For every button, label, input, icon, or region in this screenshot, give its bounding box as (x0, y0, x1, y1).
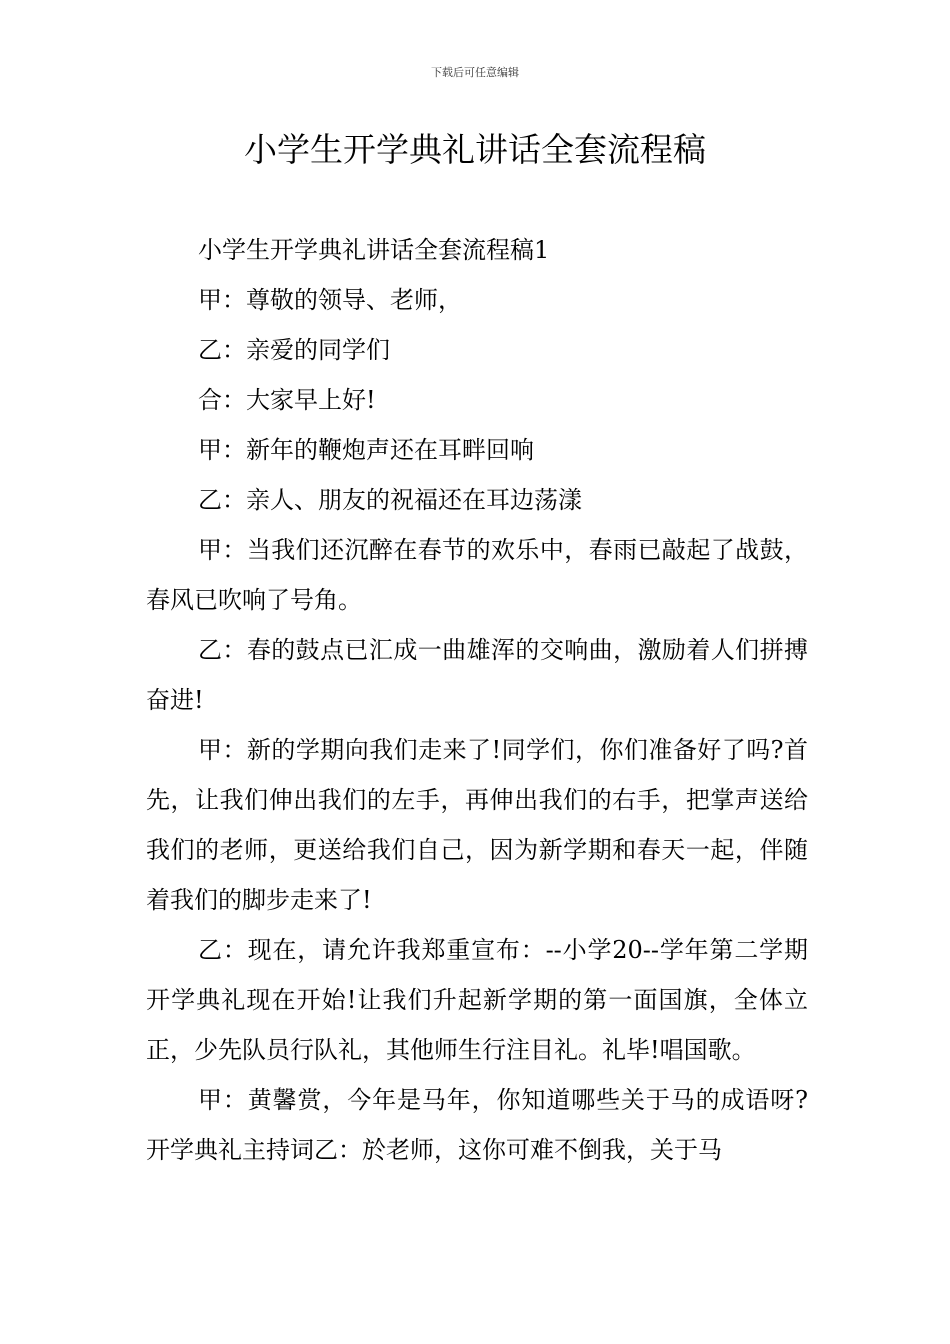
paragraph: 甲：黄馨赏，今年是马年，你知道哪些关于马的成语呀?开学典礼主持词乙：於老师，这你可难不倒我，关于马 (146, 1086, 808, 1164)
paragraph: 乙：亲爱的同学们 (198, 336, 390, 364)
paragraph: 乙：春的鼓点已汇成一曲雄浑的交响曲，激励着人们拼搏奋进! (146, 636, 808, 714)
paragraph: 甲：新年的鞭炮声还在耳畔回响 (198, 436, 534, 464)
header-note: 下载后可任意编辑 (431, 66, 519, 79)
paragraph: 甲：尊敬的领导、老师， (198, 286, 462, 314)
paragraph: 合：大家早上好! (198, 386, 376, 414)
paragraph: 乙：现在，请允许我郑重宣布：--小学20--学年第二学期开学典礼现在开始!让我们升起新学期的第一面国旗，全体立正，少先队员行队礼，其他师生行注目礼。礼毕!唱国歌。 (146, 936, 808, 1064)
document-body (146, 225, 808, 1175)
paragraph-subtitle: 小学生开学典礼讲话全套流程稿1 (198, 236, 550, 264)
document-title: 小学生开学典礼讲话全套流程稿 (244, 130, 706, 169)
paragraph: 甲：当我们还沉醉在春节的欢乐中，春雨已敲起了战鼓，春风已吹响了号角。 (146, 536, 808, 614)
paragraph: 乙：亲人、朋友的祝福还在耳边荡漾 (198, 486, 582, 514)
paragraph: 甲：新的学期向我们走来了!同学们，你们准备好了吗?首先，让我们伸出我们的左手，再伸出我们的右手，把掌声送给我们的老师，更送给我们自己，因为新学期和春天一起，伴随着我们的脚步走来了! (146, 736, 808, 914)
